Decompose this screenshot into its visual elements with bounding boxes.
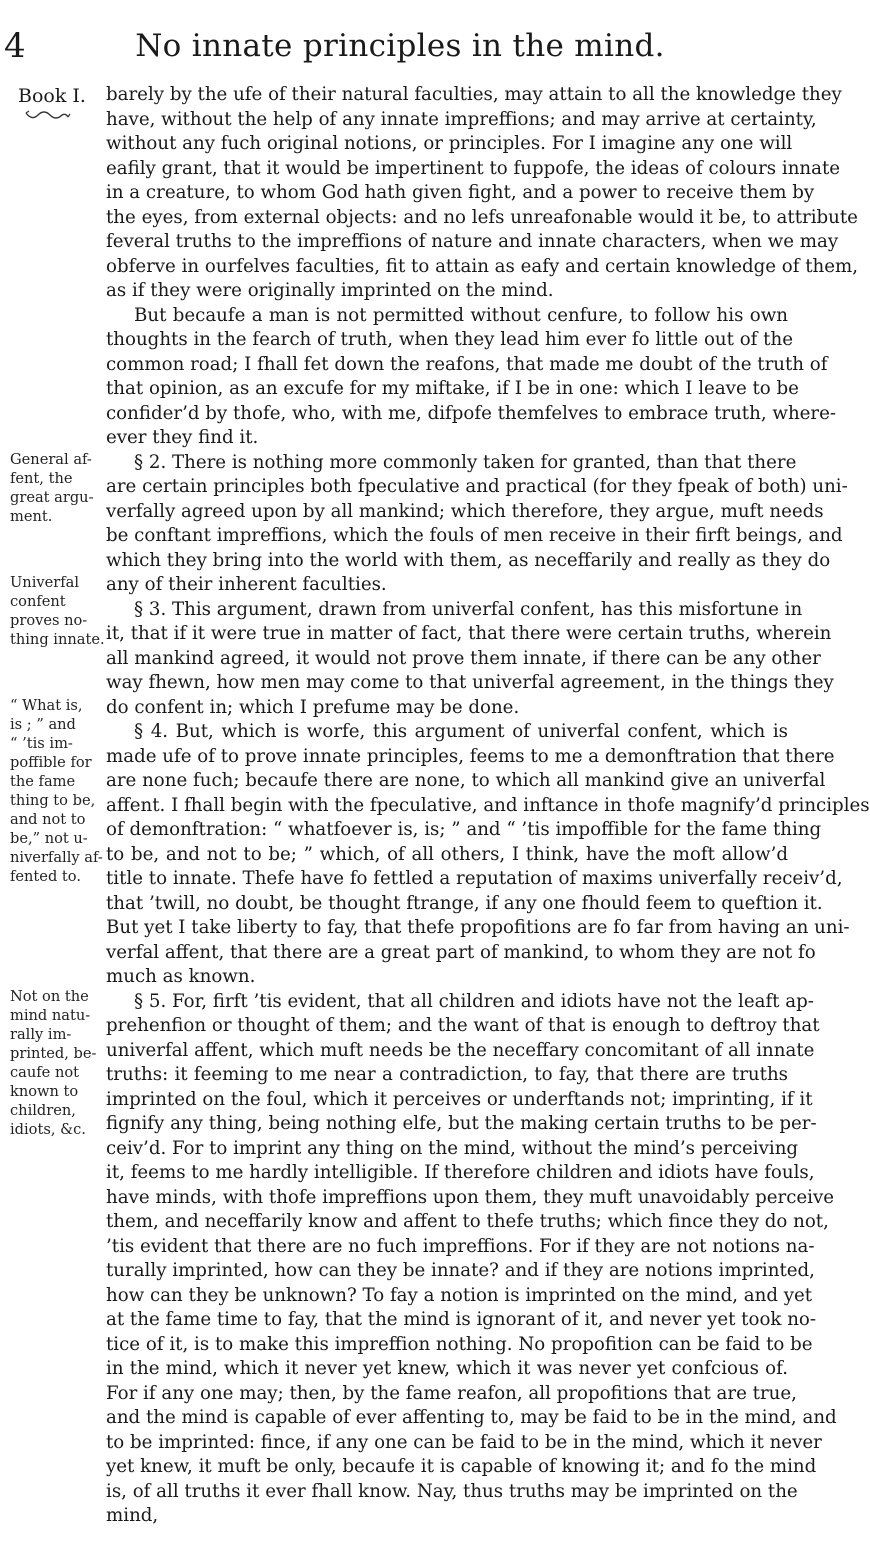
text-line: have, without the help of any innate impreffions; and may arrive at certainty, [106, 108, 788, 133]
text-line: ’tis evident that there are no fuch impreffions. For if they are not notions na- [106, 1235, 788, 1260]
text-line: common road; I fhall fet down the reafons, that made me doubt of the truth of [106, 353, 788, 378]
text-line: prehenfion or thought of them; and the want of that is enough to deftroy that [106, 1014, 788, 1039]
text-line: and the mind is capable of ever affenting to, may be faid to be in the mind, and [106, 1406, 788, 1431]
text-line: truths: it feeming to me near a contradiction, to fay, that there are truths [106, 1063, 788, 1088]
text-line: § 3. This argument, drawn from univerfal confent, has this misfortune in [106, 598, 788, 623]
text-line: are certain principles both fpeculative and practical (for they fpeak of both) uni- [106, 475, 788, 500]
text-line: the eyes, from external objects: and no lefs unreafonable would it be, to attribute [106, 206, 788, 231]
text-line: mind, [106, 1504, 788, 1529]
text-line: do confent in; which I prefume may be done. [106, 696, 788, 721]
text-line: affent. I fhall begin with the fpeculative, and inftance in thofe magnify’d principles [106, 794, 788, 819]
marginal-note: General af- fent, the great argu- ment. [10, 450, 94, 526]
text-line: tice of it, is to make this impreffion nothing. No propofition can be faid to be [106, 1333, 788, 1358]
text-line: imprinted on the foul, which it perceives or underftands not; imprinting, if it [106, 1088, 788, 1113]
text-line: § 2. There is nothing more commonly taken for granted, than that there [106, 451, 788, 476]
text-line: § 5. For, firft ’tis evident, that all children and idiots have not the leaft ap- [106, 990, 788, 1015]
text-line: For if any one may; then, by the fame reafon, all propofitions that are true, [106, 1382, 788, 1407]
text-line: But becaufe a man is not permitted without cenfure, to follow his own [106, 304, 788, 329]
text-line: turally imprinted, how can they be innate? and if they are notions imprinted, [106, 1259, 788, 1284]
text-line: title to innate. Thefe have fo fettled a reputation of maxims univerfally receiv’d, [106, 867, 788, 892]
text-line: ceiv’d. For to imprint any thing on the mind, without the mind’s perceiving [106, 1137, 788, 1162]
text-line: But yet I take liberty to fay, that thefe propofitions are fo far from having an uni- [106, 916, 788, 941]
text-line: are none fuch; becaufe there are none, to which all mankind give an univerfal [106, 769, 788, 794]
marginal-note: “ What is, is ; ” and “ ’tis im- poffible for the fame thing to be, and not to be,” not u- niverfally af- fented to. [10, 696, 94, 886]
body-text [106, 83, 788, 1553]
text-line: much as known. [106, 965, 788, 990]
text-line: ever they find it. [106, 426, 788, 451]
text-line: any of their inherent faculties. [106, 573, 788, 598]
text-line: verfally agreed upon by all mankind; which therefore, they argue, muft needs [106, 500, 788, 525]
text-line: that ’twill, no doubt, be thought ftrange, if any one fhould feem to queftion it. [106, 892, 788, 917]
text-line: that opinion, as an excufe for my miftake, if I be in one: which I leave to be [106, 377, 788, 402]
text-line: to be, and not to be; ” which, of all others, I think, have the moft allow’d [106, 843, 788, 868]
text-line: verfal affent, that there are a great part of mankind, to whom they are not fo [106, 941, 788, 966]
text-line: obferve in ourfelves faculties, fit to attain as eafy and certain knowledge of them, [106, 255, 788, 280]
catchword [106, 1529, 788, 1553]
text-line: it, feems to me hardly intelligible. If therefore children and idiots have fouls, [106, 1161, 788, 1186]
text-line: in a creature, to whom God hath given fight, and a power to receive them by [106, 181, 788, 206]
text-line: fignify any thing, being nothing elfe, but the making certain truths to be per- [106, 1112, 788, 1137]
page-header [0, 18, 800, 78]
text-line: univerfal affent, which muft needs be the neceffary concomitant of all innate [106, 1039, 788, 1064]
text-line: made ufe of to prove innate principles, feems to me a demonftration that there [106, 745, 788, 770]
text-line: is, of all truths it ever fhall know. Nay, thus truths may be imprinted on the [106, 1480, 788, 1505]
text-line: § 4. But, which is worfe, this argument of univerfal confent, which is [106, 720, 788, 745]
text-line: without any fuch original notions, or principles. For I imagine any one will [106, 132, 788, 157]
text-line: in the mind, which it never yet knew, which it was never yet confcious of. [106, 1357, 788, 1382]
running-head: No innate principles in the mind. [0, 26, 800, 66]
marginal-note: Univerfal confent proves no- thing innate. [10, 573, 94, 649]
text-line: which they bring into the world with them, as neceffarily and really as they do [106, 549, 788, 574]
text-line: have minds, with thofe impreffions upon them, they muft unavoidably perceive [106, 1186, 788, 1211]
text-line: how can they be unknown? To fay a notion is imprinted on the mind, and yet [106, 1284, 788, 1309]
book-label: Book I. [18, 84, 86, 108]
text-line: confider’d by thofe, who, with me, difpofe themfelves to embrace truth, where- [106, 402, 788, 427]
marginal-note: Not on the mind natu- rally im- printed, be- caufe not known to children, idiots, &c. [10, 987, 94, 1139]
text-line: them, and neceffarily know and affent to thefe truths; which fince they do not, [106, 1210, 788, 1235]
text-line: yet knew, it muft be only, becaufe it is capable of knowing it; and fo the mind [106, 1455, 788, 1480]
text-line: barely by the ufe of their natural faculties, may attain to all the knowledge they [106, 83, 788, 108]
text-line: as if they were originally imprinted on the mind. [106, 279, 788, 304]
text-line: of demonftration: “ whatfoever is, is; ” and “ ’tis impoffible for the fame thing [106, 818, 788, 843]
text-line: eafily grant, that it would be impertinent to fuppofe, the ideas of colours innate [106, 157, 788, 182]
text-line: it, that if it were true in matter of fact, that there were certain truths, wherein [106, 622, 788, 647]
text-line: way fhewn, how men may come to that univerfal agreement, in the things they [106, 671, 788, 696]
ornament-flourish-icon [24, 109, 70, 123]
page-number: 4 [4, 26, 26, 66]
text-line: be conftant impreffions, which the fouls of men receive in their firft beings, and [106, 524, 788, 549]
text-line: feveral truths to the impreffions of nature and innate characters, when we may [106, 230, 788, 255]
text-line: at the fame time to fay, that the mind is ignorant of it, and never yet took no- [106, 1308, 788, 1333]
text-line: all mankind agreed, it would not prove them innate, if there can be any other [106, 647, 788, 672]
text-line: thoughts in the fearch of truth, when they lead him ever fo little out of the [106, 328, 788, 353]
text-line: to be imprinted: fince, if any one can be faid to be in the mind, which it never [106, 1431, 788, 1456]
